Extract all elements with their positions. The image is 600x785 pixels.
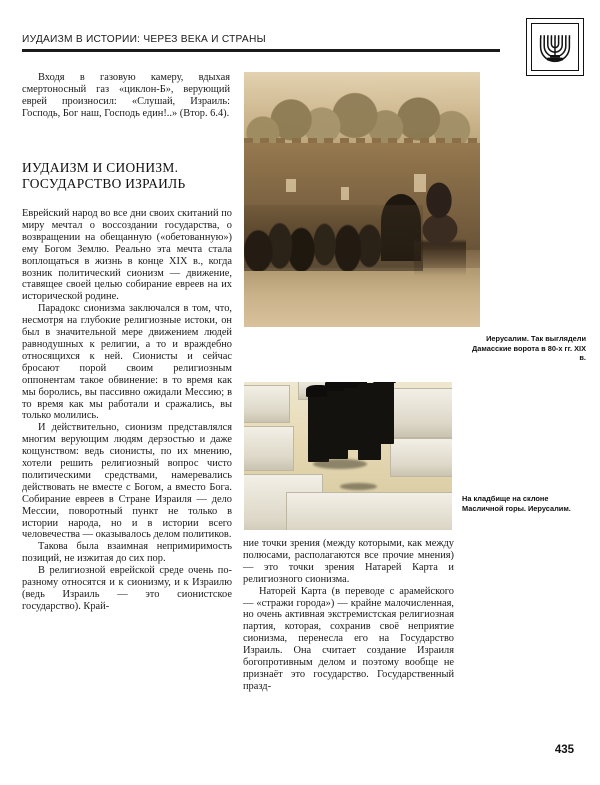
paragraph: Входя в газовую камеру, вдыхая смертоносный газ «циклон-Б», верующий еврей произносил: «Слушай, Израиль: Господь, Бог наш, Господь един!..» (Втор. 6.4). — [22, 72, 230, 119]
photo-tomb — [244, 426, 294, 470]
photo-shadow — [340, 483, 377, 490]
section-heading — [22, 160, 236, 191]
photo-rider-on-camel — [414, 179, 466, 276]
photo-ground-layer — [244, 268, 480, 327]
section-heading-line-1: ИУДАИЗМ И СИОНИЗМ. — [22, 160, 179, 175]
running-head-rule — [22, 49, 500, 52]
paragraph: В религиозной еврейской среде очень по-разному относятся и к сионизму, и к Израилю (ведь Израиль — это сионистское государство). Край- — [22, 565, 232, 612]
photo-tomb — [286, 492, 452, 530]
paragraph: Еврейский народ во все дни своих скитаний по миру мечтал о воссоздании государства, о возвращении на обещанную («обетованную») ему Богом Землю. Реально эта мечта стала воплощаться в жизнь в конце XIX в., когда возник политический сионизм — движение, ставящее своей целью собирание евреев на их исторической родине. — [22, 208, 232, 303]
body-column-left-main — [22, 208, 232, 613]
photo-figure — [375, 382, 394, 444]
photo-crowd-layer — [244, 205, 423, 271]
photo-wall-window — [286, 179, 295, 192]
running-head-title: ИУДАИЗМ В ИСТОРИИ: ЧЕРЕЗ ВЕКА И СТРАНЫ — [22, 34, 266, 45]
menorah-emblem-inner-border — [531, 23, 579, 71]
paragraph: Наторей Карта (в переводе с арамейского — «стражи города») — крайне малочисленная, но очень активная экстремистская религиозная партия, которая, сохранив своё неприятие сионизма, перенесла его на Государство Израиль. Она считает создание Израиля богопротивным делом и поэтому вообще не признаёт это государство. Государственный празд- — [243, 585, 454, 692]
mount-of-olives-cemetery-photo — [244, 382, 452, 530]
menorah-icon — [538, 30, 572, 64]
menorah-emblem-box — [526, 18, 584, 76]
page-number: 435 — [554, 744, 574, 756]
paragraph: И действительно, сионизм представлялся многим верующим людям дерзостью и даже кощунством: ведь сионисты, по их мнению, хотели решить религиозный вопрос чисто политическими средствами, намеревались действовать не вместе с Богом, а вместо Бога. Собирание евреев в Стране Израиля — дело Мессии, поворотный пункт не только в истории народа, но и в истории всего человечества — оказывалось делом политиков. — [22, 422, 232, 541]
photo-shadow — [313, 459, 367, 469]
body-column-left-top — [22, 72, 230, 120]
running-head — [22, 34, 500, 52]
paragraph: Парадокс сионизма заключался в том, что, несмотря на глубокие религиозные истоки, он был в значительной мере движением людей равнодушных к религии, а то и враждебно относящихся к ней. Сионисты и сейчас бросают порой своим религиозным оппонентам такое обвинение: в то время как мы боролись, вы пассивно ожидали Мессию; в то время как мы работали и сражались, вы только молились. — [22, 303, 232, 422]
photo-tomb — [390, 438, 452, 476]
photo-tomb — [244, 385, 290, 423]
damascus-gate-photo — [244, 72, 480, 327]
damascus-gate-caption: Иерусалим. Так выглядели Дамасские ворота в 80-х гг. XIX в. — [472, 334, 586, 363]
cemetery-caption: На кладбище на склоне Масличной горы. Иерусалим. — [462, 494, 571, 513]
section-heading-line-2: ГОСУДАРСТВО ИЗРАИЛЬ — [22, 175, 186, 191]
paragraph: ние точки зрения (между которыми, как между полюсами, располагаются все прочие мнения) — это точки зрения Натарей Карта и религиозного сионизма. — [243, 538, 454, 585]
paragraph: Такова была взаимная непримиримость позиций, не изжитая до сих пор. — [22, 541, 232, 565]
body-column-right-bottom — [243, 538, 454, 693]
photo-figure — [308, 391, 329, 462]
photo-wall-window — [341, 187, 349, 200]
